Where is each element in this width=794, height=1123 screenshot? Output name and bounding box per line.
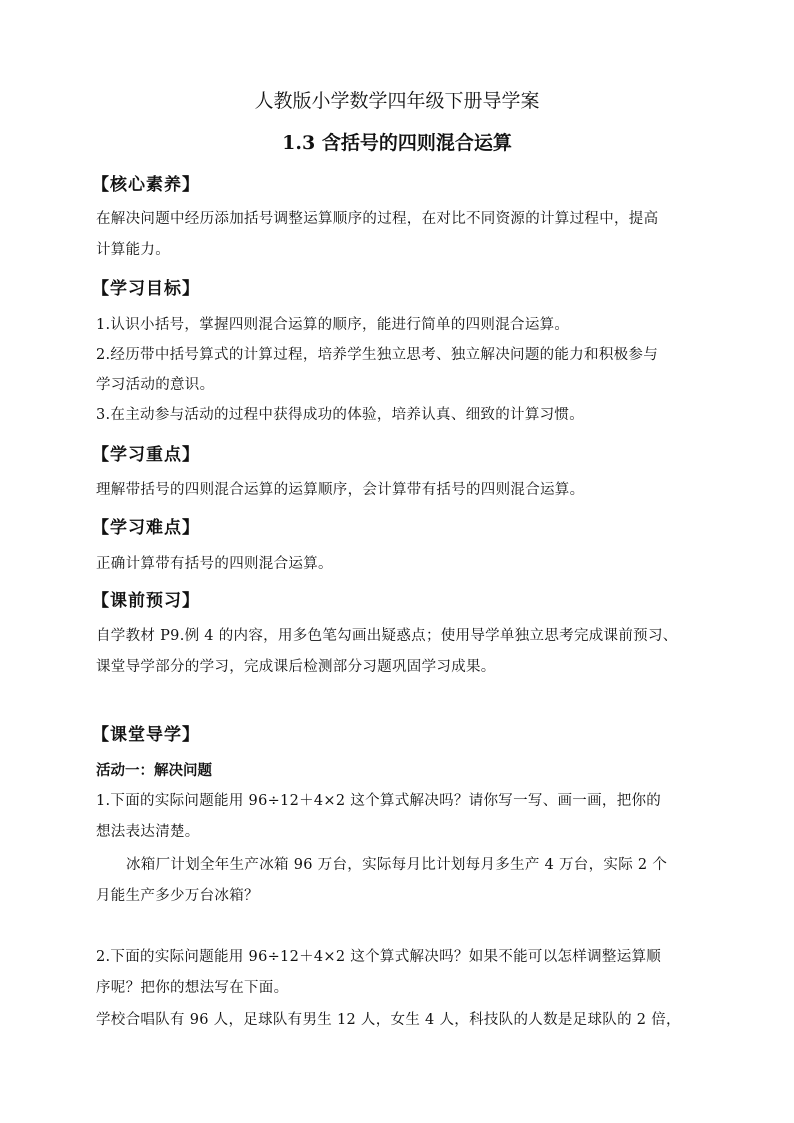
lesson-title: 1.3 含括号的四则混合运算 [282, 132, 512, 154]
document-title: 人教版小学数学四年级下册导学案 [254, 90, 540, 112]
section-heading-key-points: 【学习重点】 [92, 445, 200, 465]
question-2-line2: 序呢？把你的想法写在下面。 [96, 980, 289, 996]
goal-item-3: 3.在主动参与活动的过程中获得成功的体验，培养认真、细致的计算习惯。 [96, 407, 585, 423]
goal-item-1: 1.认识小括号，掌握四则混合运算的顺序，能进行简单的四则混合运算。 [96, 317, 570, 333]
difficulties-text: 正确计算带有括号的四则混合运算。 [96, 556, 333, 572]
question-1-line1: 1.下面的实际问题能用 96÷12＋4×2 这个算式解决吗？请你写一写、画一画，把你的 [96, 793, 662, 809]
question-1-problem-line2: 月能生产多少万台冰箱？ [96, 888, 259, 904]
question-2-problem-line1: 学校合唱队有 96 人，足球队有男生 12 人，女生 4 人，科技队的人数是足球队的 2 倍， [96, 1012, 681, 1028]
question-1-problem-line1: 冰箱厂计划全年生产冰箱 96 万台，实际每月比计划每月多生产 4 万台，实际 2 个 [126, 857, 668, 873]
section-heading-core: 【核心素养】 [92, 175, 200, 195]
preview-text-line2: 课堂导学部分的学习，完成课后检测部分习题巩固学习成果。 [96, 659, 496, 675]
section-heading-preview: 【课前预习】 [92, 591, 200, 611]
question-1-line2: 想法表达清楚。 [96, 824, 200, 840]
section-heading-difficulties: 【学习难点】 [92, 518, 200, 538]
core-text-line1: 在解决问题中经历添加括号调整运算顺序的过程，在对比不同资源的计算过程中，提高 [96, 211, 659, 227]
goal-item-2-line2: 学习活动的意识。 [96, 377, 215, 393]
section-heading-guide: 【课堂导学】 [92, 725, 200, 745]
question-2-line1: 2.下面的实际问题能用 96÷12＋4×2 这个算式解决吗？如果不能可以怎样调整运算顺 [96, 949, 662, 965]
core-text-line2: 计算能力。 [96, 242, 170, 258]
goal-item-2-line1: 2.经历带中括号算式的计算过程，培养学生独立思考、独立解决问题的能力和积极参与 [96, 347, 659, 363]
preview-text-line1: 自学教材 P9.例 4 的内容，用多色笔勾画出疑惑点；使用导学单独立思考完成课前预习、 [96, 628, 678, 644]
key-points-text: 理解带括号的四则混合运算的运算顺序，会计算带有括号的四则混合运算。 [96, 482, 585, 498]
activity-1-title: 活动一：解决问题 [96, 762, 212, 779]
section-heading-goals: 【学习目标】 [92, 279, 200, 299]
